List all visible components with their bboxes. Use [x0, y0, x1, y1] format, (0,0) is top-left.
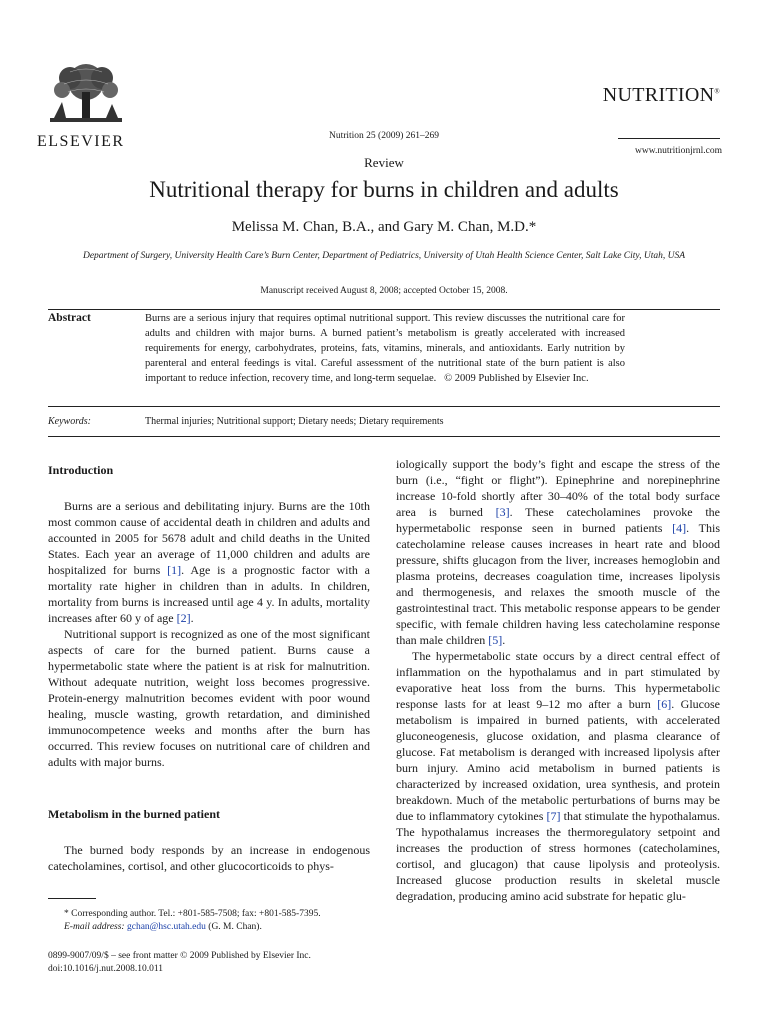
keywords-bottom-rule	[48, 436, 720, 437]
ref-link-1[interactable]: [1]	[167, 563, 182, 577]
introduction-heading: Introduction	[48, 463, 114, 477]
metabolism-heading: Metabolism in the burned patient	[48, 807, 221, 821]
journal-name: NUTRITION®	[602, 84, 720, 106]
corresponding-author: * Corresponding author. Tel.: +801-585-7508; fax: +801-585-7395.	[64, 909, 321, 919]
elsevier-tree-logo	[40, 62, 132, 126]
header-rule	[618, 138, 720, 139]
email-link[interactable]: gchan@hsc.utah.edu	[126, 922, 206, 932]
article-title: Nutritional therapy for burns in children and adults	[149, 177, 619, 202]
section-label: Review	[364, 155, 404, 170]
manuscript-dates: Manuscript received August 8, 2008; accepted October 15, 2008.	[260, 286, 508, 296]
abstract-top-rule	[48, 309, 720, 310]
metabolism-paragraph-1: The burned body responds by an increase in endogenous catecholamines, cortisol, and other glucocorticoids to phys-	[48, 843, 370, 873]
keywords-top-rule	[48, 406, 720, 407]
ref-link-5[interactable]: [5]	[488, 633, 503, 647]
abstract-text: Burns are a serious injury that requires optimal nutritional support. This review discusses the nutritional care for adults and children with major burns. A burned patient’s metabolism is greatly accelerated with increased requirements for energy, carbohydrates, proteins, fats, vitamins, minerals, and antioxidants. Early nutrition by parenteral and enteral feedings is vital. Careful assessment of the nutritional state of the burn patient is also important to reduce infection, recovery time, and long-term sequelae. © 2009 Published by Elsevier Inc.	[145, 313, 625, 384]
ref-link-4[interactable]: [4]	[672, 521, 687, 535]
journal-reference: Nutrition 25 (2009) 261–269	[328, 131, 440, 141]
metabolism-paragraph-2: The hypermetabolic state occurs by a direct central effect of inflammation on the hypothalamus and in part stimulated by evaporative heat loss from the burns. This hypermetabolic response lasts for at least 9–12 mo after a burn [6]. Glucose metabolism is impaired in burned patients, with accelerated gluconeogenesis, glucose oxidation, and plasma clearance of glucose. Fat metabolism is deranged with increased lipolysis after burn injury. Amino acid metabolism in burned patients is characterized by increased oxidation, urea synthesis, and protein breakdown. Much of the metabolic perturbations of burns may be due to inflammatory cytokines [7] that stimulate the hypothalamus. The hypothalamus increases the thermoregulatory setpoint and increases the production of stress hormones (catecholamines, cortisol, and glucagon) that cause lipolysis and proteolysis. Increased glucose production results in skeletal muscle degradation, producing amino acid substrate for hepatic glu-	[396, 649, 720, 903]
keywords-text: Thermal injuries; Nutritional support; Dietary needs; Dietary requirements	[145, 416, 444, 427]
author-affiliation: Department of Surgery, University Health Care’s Burn Center, Department of Pediatrics, University of Utah Health Science Center, Salt Lake City, Utah, USA	[82, 251, 686, 261]
intro-paragraph-2: Nutritional support is recognized as one of the most significant aspects of care for the burned patient. Burns cause a hypermetabolic state where the patient is at risk for malnutrition. Without adequate nutrition, weight loss becomes progressive. Protein-energy malnutrition becomes evident with poor wound healing, muscle wasting, growth retardation, and diminished immunocompetence weeks and months after the burn has occurred. This review focuses on nutritional care of children and adults with major burns.	[48, 627, 370, 769]
journal-website[interactable]: www.nutritionjrnl.com	[635, 146, 722, 156]
footnote-rule	[48, 898, 96, 899]
abstract-label: Abstract	[48, 312, 91, 324]
intro-paragraph-1: Burns are a serious and debilitating injury. Burns are the 10th most common cause of accidental death in children and adults and accounted in 2005 for 5678 adult and child deaths in the United States. Each year an average of 11,000 children and adults are hospitalized for burns [1]. Age is a prognostic factor with a mortality rate higher in children than in adults. In children, mortality from burns is increased until age 4 y. In adults, mortality increases after 60 y of age [2].	[48, 499, 370, 625]
front-matter	[48, 950, 370, 976]
ref-link-6[interactable]: [6]	[657, 697, 672, 711]
article-authors: Melissa M. Chan, B.A., and Gary M. Chan, M.D.*	[231, 219, 537, 235]
right-column	[396, 456, 720, 904]
metabolism-paragraph-1-continued: iologically support the body’s fight and escape the stress of the burn (i.e., “fight or flight”). Epinephrine and norepinephrine increase 10-fold shortly after 30–40% of the total body surface area is burned [3]. These catecholamines provoke the hypermetabolic response seen in burned patients [4]. This catecholamine release causes increases in heart rate and blood pressure, shifts glucagon from the liver, increases hemoglobin and plasma proteins, decreases coagulation time, increases lipolysis and thermogenesis, and relaxes the smooth muscle of the gastrointestinal tract. This metabolic response appears to be gender specific, with female children having less catecholamine response than male children [5].	[396, 457, 720, 647]
doi-line: doi:10.1016/j.nut.2008.10.011	[48, 964, 163, 974]
issn-line: 0899-9007/09/$ – see front matter © 2009 Published by Elsevier Inc.	[48, 951, 311, 961]
abstract-copyright: © 2009 Published by Elsevier Inc.	[444, 373, 589, 384]
ref-link-2[interactable]: [2]	[176, 611, 191, 625]
ref-link-7[interactable]: [7]	[546, 809, 561, 823]
keywords-label: Keywords:	[48, 416, 91, 427]
corresponding-footnote	[48, 908, 370, 934]
publisher-name: ELSEVIER	[37, 133, 125, 150]
ref-link-3[interactable]: [3]	[495, 505, 510, 519]
left-column	[48, 462, 370, 874]
email-line: E-mail address: gchan@hsc.utah.edu (G. M. Chan).	[64, 922, 262, 932]
